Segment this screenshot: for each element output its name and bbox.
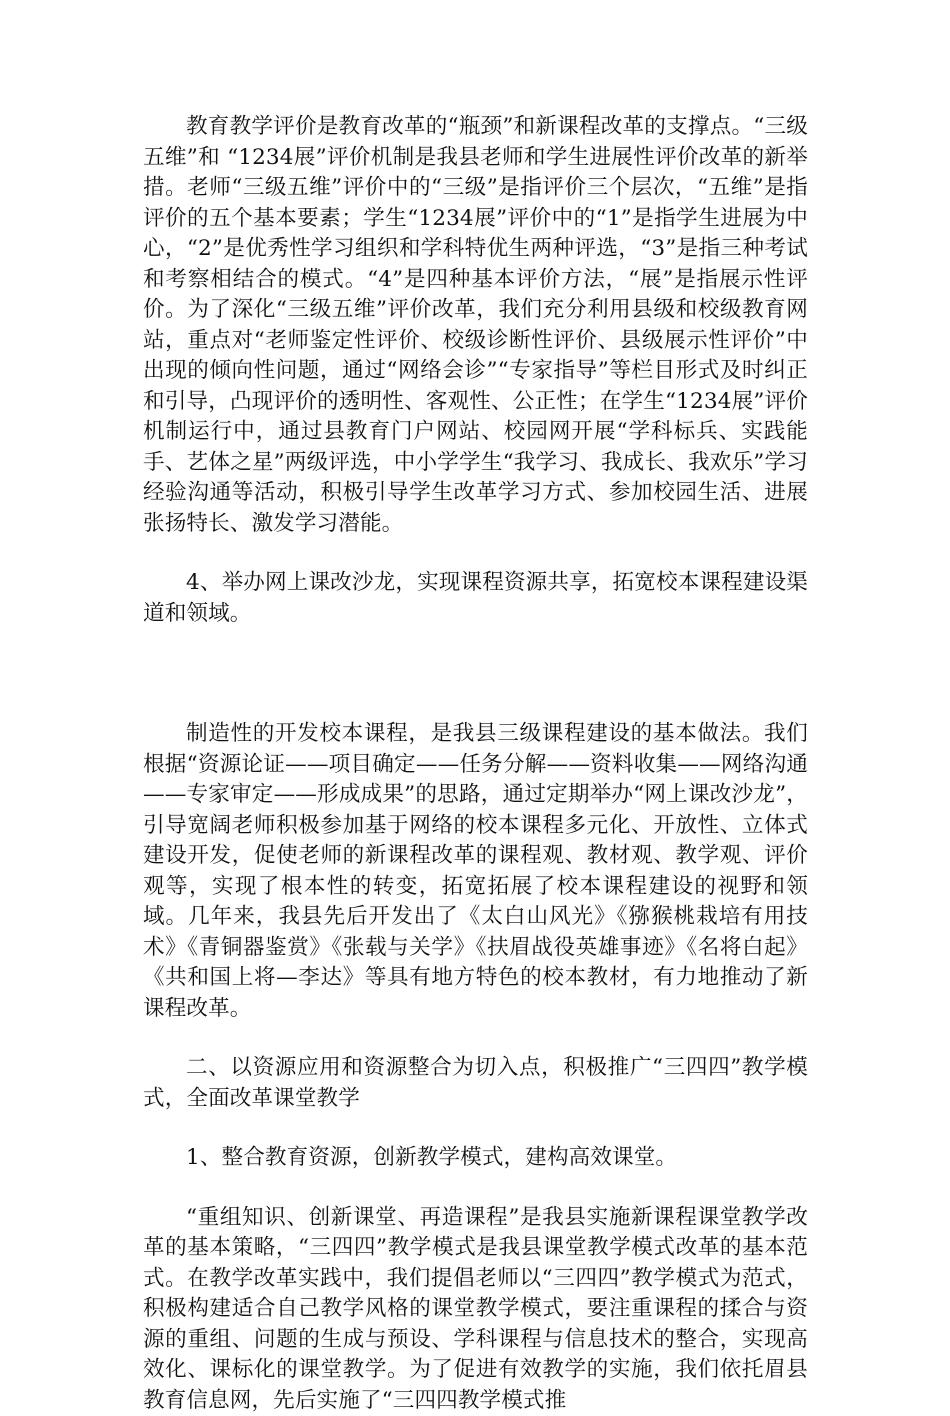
paragraph-school-curriculum: 制造性的开发校本课程，是我县三级课程建设的基本做法。我们根据“资源论证——项目确定——任务分解——资料收集——网络沟通——专家审定——形成成果”的思路，通过定期举办“网上课改沙龙”，引导宽阔老师积极参加基于网络的校本课程多元化、开放性、立体式建设开发，促使老师的新课程改革的课程观、教材观、教学观、评价观等，实现了根本性的转变，拓宽拓展了校本课程建设的视野和领域。几年来，我县先后开发出了《太白山风光》《猕猴桃栽培有用技术》《青铜器鉴赏》《张载与关学》《扶眉战役英雄事迹》《名将白起》《共和国上将—李达》等具有地方特色的校本教材，有力地推动了新课程改革。 (143, 719, 808, 1024)
paragraph-spacer (143, 629, 808, 719)
paragraph-heading-integrate-resources: 1、整合教育资源，创新教学模式，建构高效课堂。 (143, 1143, 808, 1174)
paragraph-spacer (143, 1114, 808, 1143)
document-page (143, 112, 808, 1416)
paragraph-heading-online-salon: 4、举办网上课改沙龙，实现课程资源共享，拓宽校本课程建设渠道和领域。 (143, 568, 808, 629)
paragraph-evaluation-reform: 教育教学评价是教育改革的“瓶颈”和新课程改革的支撑点。“三级五维”和 “1234展”评价机制是我县老师和学生进展性评价改革的新举措。老师“三级五维”评价中的“三级”是指评价三个层次，“五维”是指评价的五个基本要素；学生“1234展”评价中的“1”是指学生进展为中心，“2”是优秀性学习组织和学科特优生两种评选，“3”是指三种考试和考察相结合的模式。“4”是四种基本评价方法，“展”是指展示性评价。为了深化“三级五维”评价改革，我们充分利用县级和校级教育网站，重点对“老师鉴定性评价、校级诊断性评价、县级展示性评价”中出现的倾向性问题，通过“网络会诊”“专家指导”等栏目形式及时纠正和引导，凸现评价的透明性、客观性、公正性；在学生“1234展”评价机制运行中，通过县教育门户网站、校园网开展“学科标兵、实践能手、艺体之星”两级评选，中小学学生“我学习、我成长、我欢乐”学习经验沟通等活动，积极引导学生改革学习方式、参加校园生活、进展张扬特长、激发学习潜能。 (143, 112, 808, 539)
paragraph-spacer (143, 1174, 808, 1203)
paragraph-spacer (143, 1024, 808, 1053)
paragraph-heading-section-two: 二、以资源应用和资源整合为切入点，积极推广“三四四”教学模式，全面改革课堂教学 (143, 1053, 808, 1114)
paragraph-teaching-model: “重组知识、创新课堂、再造课程”是我县实施新课程课堂教学改革的基本策略，“三四四”教学模式是我县课堂教学模式改革的基本范式。在教学改革实践中，我们提倡老师以“三四四”教学模式为范式，积极构建适合自己教学风格的课堂教学模式，要注重课程的揉合与资源的重组、问题的生成与预设、学科课程与信息技术的整合，实现高效化、课标化的课堂教学。为了促进有效教学的实施，我们依托眉县教育信息网，先后实施了“三四四教学模式推 (143, 1203, 808, 1416)
paragraph-spacer (143, 539, 808, 568)
